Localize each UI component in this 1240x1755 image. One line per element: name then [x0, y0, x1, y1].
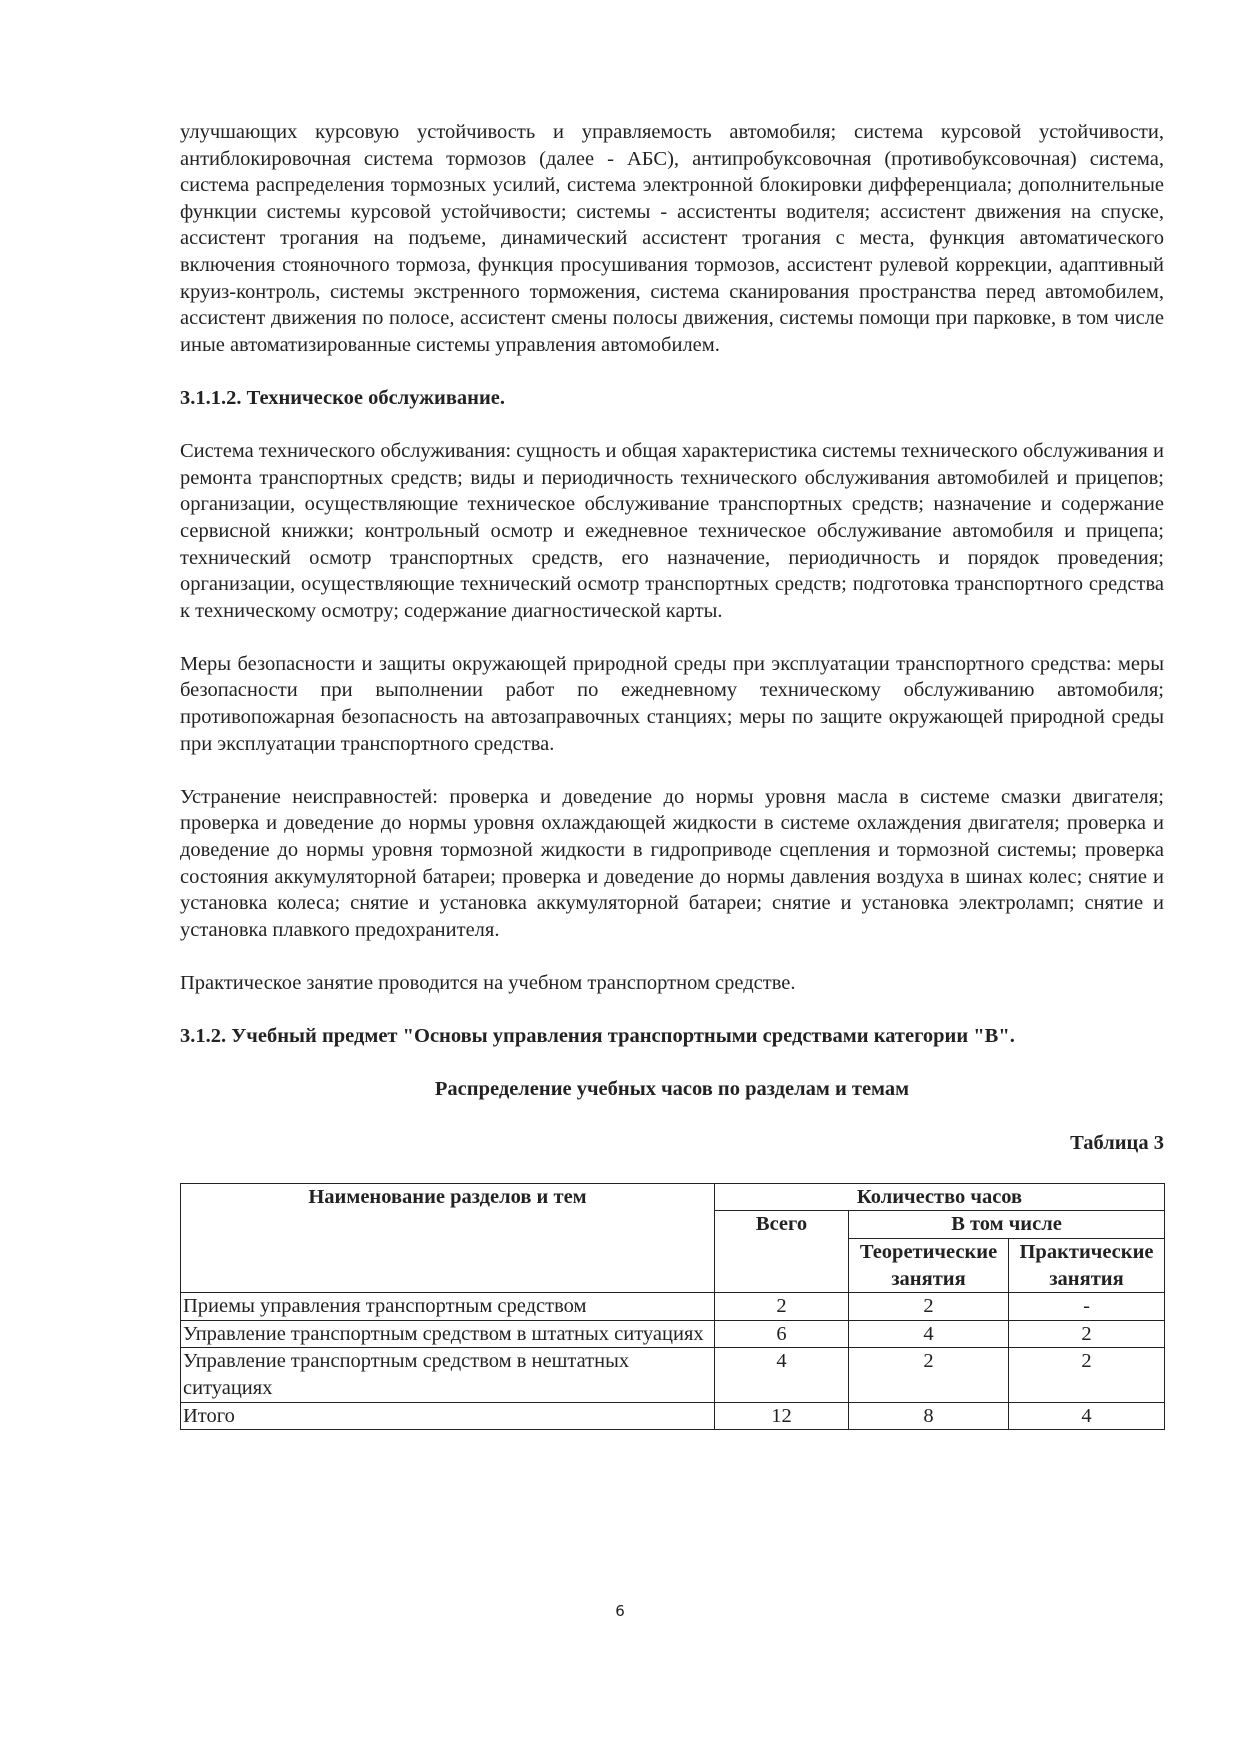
row-name: Итого	[181, 1402, 715, 1430]
table-label: Таблица 3	[1070, 1131, 1164, 1154]
row-name: Управление транспортным средством в штатных ситуациях	[181, 1320, 715, 1348]
header-name: Наименование разделов и тем	[181, 1183, 715, 1292]
row-practice: 4	[1009, 1402, 1165, 1430]
table-row	[181, 1320, 1165, 1348]
table-row	[181, 1293, 1165, 1321]
row-practice: 2	[1009, 1348, 1165, 1402]
header-hours: Количество часов	[715, 1183, 1165, 1211]
row-practice: -	[1009, 1293, 1165, 1321]
row-theory: 2	[849, 1348, 1009, 1402]
paragraph-troubleshooting: Устранение неисправностей: проверка и доведение до нормы уровня масла в системе смазки двигателя; проверка и доведение до нормы уровня охлаждающей жидкости в системе охлаждения двигателя; проверка и доведение до нормы уровня тормозной жидкости в гидроприводе сцепления и тормозной системы; проверка состояния аккумуляторной батареи; проверка и доведение до нормы давления воздуха в шинах колес; снятие и установка колеса; снятие и установка аккумуляторной батареи; снятие и установка электроламп; снятие и установка плавкого предохранителя.	[180, 785, 1164, 941]
row-name: Управление транспортным средством в нештатных ситуациях	[181, 1348, 715, 1402]
row-theory: 8	[849, 1402, 1009, 1430]
row-theory: 4	[849, 1320, 1009, 1348]
header-total: Всего	[715, 1211, 849, 1293]
hours-distribution-table	[180, 1183, 1165, 1430]
section-heading-driving-basics: 3.1.2. Учебный предмет "Основы управления транспортными средствами категории "B".	[180, 1025, 1015, 1048]
header-theory: Теоретические занятия	[849, 1238, 1009, 1292]
row-total: 4	[715, 1348, 849, 1402]
row-total: 6	[715, 1320, 849, 1348]
table-row	[181, 1348, 1165, 1402]
row-total: 12	[715, 1402, 849, 1430]
row-total: 2	[715, 1293, 849, 1321]
paragraph-safety-measures: Меры безопасности и защиты окружающей природной среды при эксплуатации транспортного средства: меры безопасности при выполнении работ по ежедневному техническому обслуживанию автомобиля; противопожарная безопасность на автозаправочных станциях; меры по защите окружающей природной среды при эксплуатации транспортного средства.	[180, 652, 1164, 755]
paragraph-maintenance-system: Система технического обслуживания: сущность и общая характеристика системы технического обслуживания и ремонта транспортных средств; виды и периодичность технического обслуживания автомобилей и прицепов; организации, осуществляющие техническое обслуживание транспортных средств; назначение и содержание сервисной книжки; контрольный осмотр и ежедневное техническое обслуживание автомобиля и прицепа; технический осмотр транспортных средств, его назначение, периодичность и порядок проведения; организации, осуществляющие технический осмотр транспортных средств; подготовка транспортного средства к техническому осмотру; содержание диагностической карты.	[180, 440, 1164, 622]
header-practice: Практические занятия	[1009, 1238, 1165, 1292]
table-header-row	[181, 1183, 1165, 1211]
paragraph-driver-assistance-systems: улучшающих курсовую устойчивость и управляемость автомобиля; система курсовой устойчивости, антиблокировочная система тормозов (далее - АБС), антипробуксовочная (противобуксовочная) система, система распределения тормозных усилий, система электронной блокировки дифференциала; дополнительные функции системы курсовой устойчивости; системы - ассистенты водителя; ассистент движения на спуске, ассистент трогания на подъеме, динамический ассистент трогания с места, функция автоматического включения стояночного тормоза, функция просушивания тормозов, ассистент рулевой коррекции, адаптивный круиз-контроль, системы экстренного торможения, система сканирования пространства перед автомобилем, ассистент движения по полосе, ассистент смены полосы движения, системы помощи при парковке, в том числе иные автоматизированные системы управления автомобилем.	[180, 121, 1164, 356]
row-practice: 2	[1009, 1320, 1165, 1348]
table-total-row	[181, 1402, 1165, 1430]
table-title: Распределение учебных часов по разделам и темам	[434, 1078, 910, 1101]
row-name: Приемы управления транспортным средством	[181, 1293, 715, 1321]
page-number: 6	[615, 1602, 625, 1620]
header-including: В том числе	[849, 1211, 1165, 1239]
paragraph-practical-note: Практическое занятие проводится на учебном транспортном средстве.	[180, 972, 796, 994]
document-page	[180, 119, 1164, 1430]
row-theory: 2	[849, 1293, 1009, 1321]
section-heading-maintenance: 3.1.1.2. Техническое обслуживание.	[180, 386, 506, 409]
